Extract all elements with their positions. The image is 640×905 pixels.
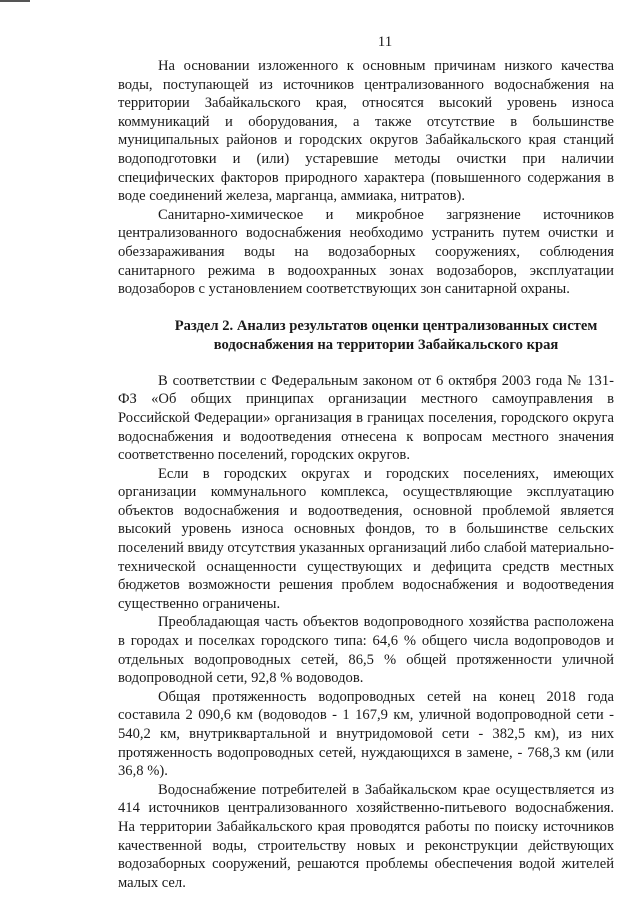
section-heading — [118, 317, 614, 355]
paragraph-contamination: Санитарно-химическое и микробное загрязнение источников централизованного водоснабжения необходимо устранить путем очистки и обеззараживания воды на водозаборных сооружениях, соблюдения санитарного режима в водоохранных зонах водозаборов, эксплуатации водозаборов с установлением соответствующих зон санитарной охраны. — [118, 206, 614, 298]
paragraph-water-sources: Водоснабжение потребителей в Забайкальском крае осуществляется из 414 источников централизованного хозяйственно-питьевого водоснабжения. На территории Забайкальского края проводятся работы по поиску источников качественной воды, строительству новых и реконструкции действующих водозаборных сооружений, решаются проблемы обеспечения водой жителей малых сел. — [118, 781, 614, 891]
paragraph-causes: На основании изложенного к основным причинам низкого качества воды, поступающей из источников централизованного водоснабжения на территории Забайкальского края, относятся высокий уровень износа коммуникаций и оборудования, а также отсутствие в большинстве муниципальных районов и городских округов Забайкальского края станций водоподготовки и (или) устаревшие методы очистки при наличии специфических факторов природного характера (повышенного содержания в воде соединений железа, марганца, аммиака, нитратов). — [118, 58, 614, 205]
page-number: 11 — [377, 34, 393, 50]
scan-corner-mark — [0, 0, 30, 2]
document-body — [118, 57, 614, 892]
paragraph-federal-law: В соответствии с Федеральным законом от 6 октября 2003 года № 131-ФЗ «Об общих принципах организации местного самоуправления в Российской Федерации» организация в границах поселения, городского округа водоснабжения и водоотведения отнесена к вопросам местного значения соответственно поселений, городских округов. — [118, 372, 614, 464]
paragraph-distribution: Преобладающая часть объектов водопроводного хозяйства расположена в городах и поселках городского типа: 64,6 % общего числа водопроводов и отдельных водопроводных сетей, 86,5 % общей протяженности уличной водопроводной сети, 92,8 % водоводов. — [118, 614, 614, 687]
paragraph-urban-rural: Если в городских округах и городских поселениях, имеющих организации коммунального комплекса, осуществляющие эксплуатацию объектов водоснабжения и водоотведения, основной проблемой является высокий уровень износа основных фондов, то в большинстве сельских поселений ввиду отсутствия указанных организаций либо слабой материально-технической оснащенности существующих и дефицита средств местных бюджетов возможности решения проблем водоснабжения и водоотведения существенно ограничены. — [118, 465, 614, 612]
paragraph-network-length: Общая протяженность водопроводных сетей на конец 2018 года составила 2 090,6 км (водоводов - 1 167,9 км, уличной водопроводной сети - 540,2 км, внутриквартальной и внутридомовой сети - 382,5 км), из них протяженность водопроводных сетей, нуждающихся в замене, - 768,3 км (или 36,8 %). — [118, 688, 614, 780]
section-heading-line1: Раздел 2. Анализ результатов оценки централизованных систем — [174, 317, 598, 334]
section-heading-line2: водоснабжения на территории Забайкальского края — [213, 336, 559, 353]
